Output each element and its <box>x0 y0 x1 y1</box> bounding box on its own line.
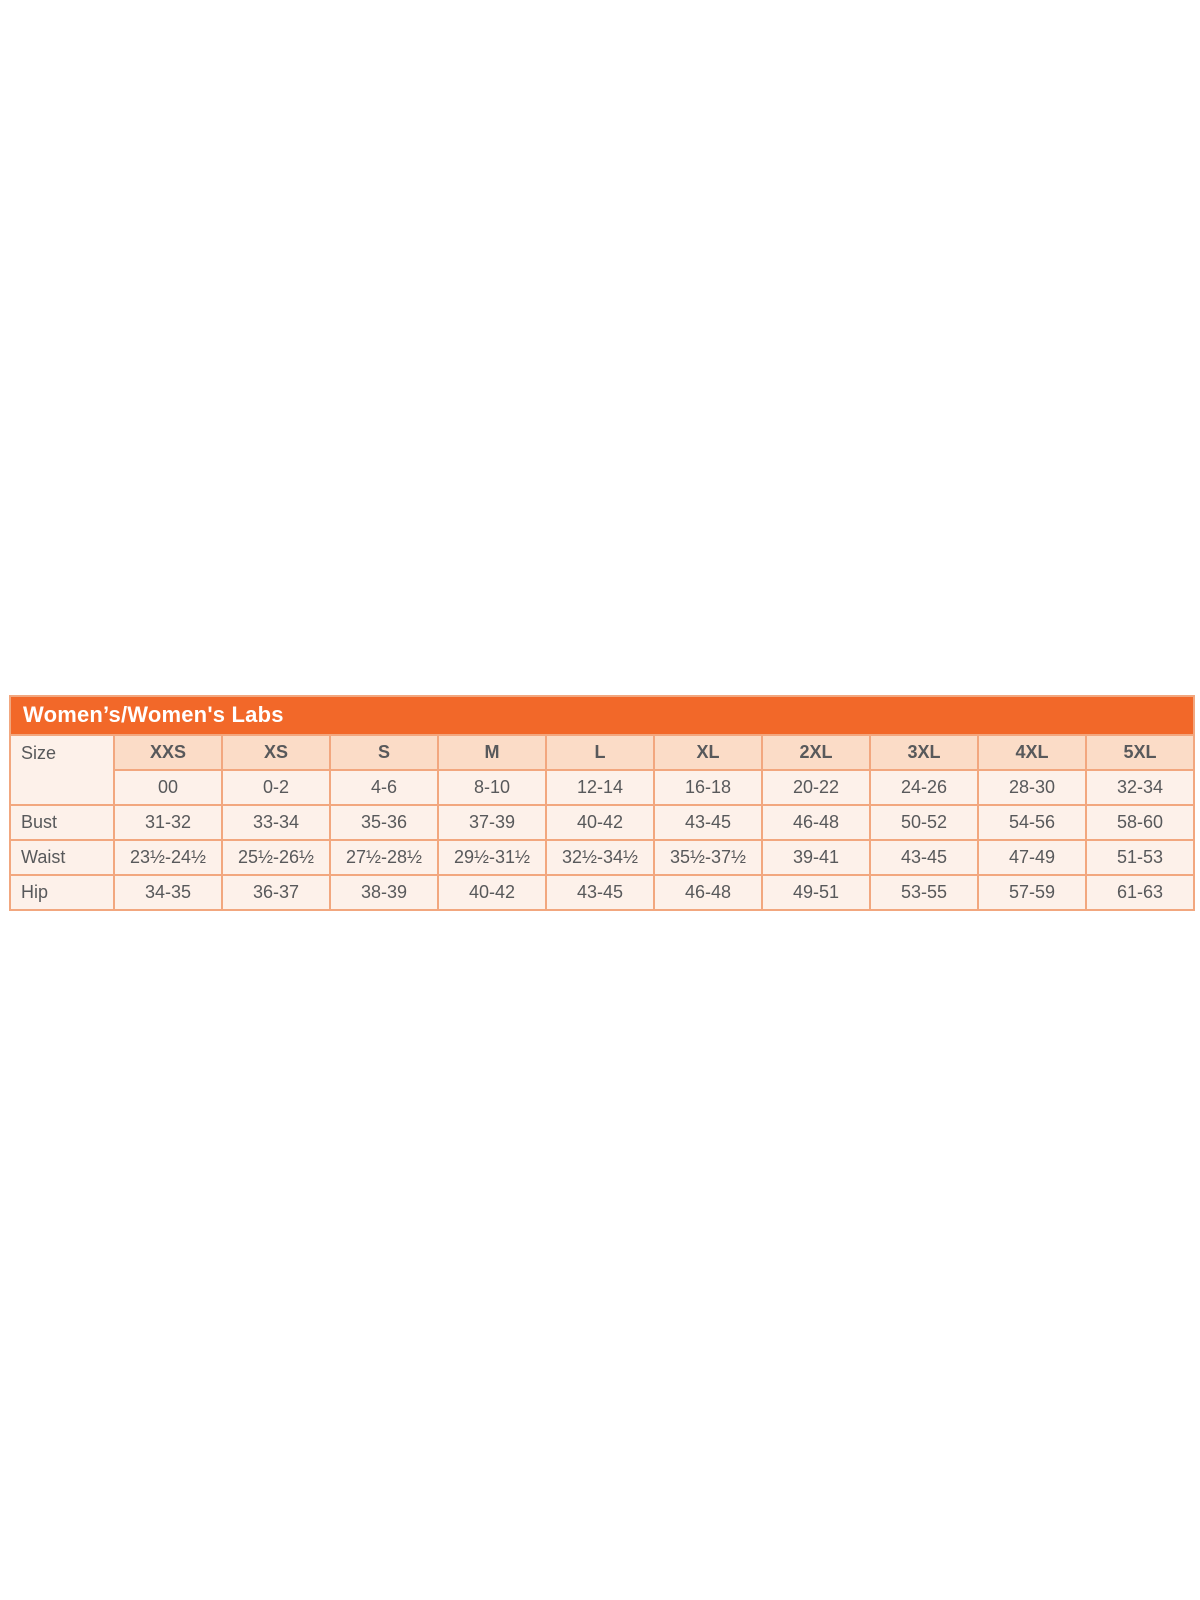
numeric-size-cell: 24-26 <box>870 770 978 805</box>
table-title: Women’s/Women's Labs <box>10 696 1194 735</box>
hip-cell: 36-37 <box>222 875 330 910</box>
waist-cell: 35½-37½ <box>654 840 762 875</box>
hip-cell: 53-55 <box>870 875 978 910</box>
numeric-size-cell: 28-30 <box>978 770 1086 805</box>
hip-cell: 34-35 <box>114 875 222 910</box>
row-label-bust: Bust <box>10 805 114 840</box>
row-label-waist: Waist <box>10 840 114 875</box>
size-header-cell: 3XL <box>870 735 978 770</box>
numeric-size-cell: 12-14 <box>546 770 654 805</box>
waist-cell: 47-49 <box>978 840 1086 875</box>
row-label-hip: Hip <box>10 875 114 910</box>
size-header-cell: 5XL <box>1086 735 1194 770</box>
numeric-size-cell: 00 <box>114 770 222 805</box>
size-header-cell: XS <box>222 735 330 770</box>
size-header-cell: XL <box>654 735 762 770</box>
hip-cell: 43-45 <box>546 875 654 910</box>
size-corner-label: Size <box>10 735 114 805</box>
bust-cell: 54-56 <box>978 805 1086 840</box>
hip-cell: 57-59 <box>978 875 1086 910</box>
numeric-size-cell: 4-6 <box>330 770 438 805</box>
waist-cell: 25½-26½ <box>222 840 330 875</box>
bust-cell: 35-36 <box>330 805 438 840</box>
hip-cell: 40-42 <box>438 875 546 910</box>
waist-row <box>10 840 1194 875</box>
waist-cell: 29½-31½ <box>438 840 546 875</box>
waist-cell: 32½-34½ <box>546 840 654 875</box>
size-header-cell: XXS <box>114 735 222 770</box>
bust-cell: 31-32 <box>114 805 222 840</box>
bust-cell: 43-45 <box>654 805 762 840</box>
title-row <box>10 696 1194 735</box>
size-header-row <box>10 735 1194 770</box>
bust-cell: 37-39 <box>438 805 546 840</box>
hip-cell: 38-39 <box>330 875 438 910</box>
waist-cell: 27½-28½ <box>330 840 438 875</box>
numeric-size-cell: 16-18 <box>654 770 762 805</box>
waist-cell: 23½-24½ <box>114 840 222 875</box>
hip-cell: 49-51 <box>762 875 870 910</box>
size-chart-section <box>9 695 1195 911</box>
bust-row <box>10 805 1194 840</box>
numeric-size-cell: 8-10 <box>438 770 546 805</box>
size-header-cell: 4XL <box>978 735 1086 770</box>
bust-cell: 33-34 <box>222 805 330 840</box>
hip-row <box>10 875 1194 910</box>
size-chart-table <box>9 695 1195 911</box>
size-header-cell: S <box>330 735 438 770</box>
numeric-size-cell: 20-22 <box>762 770 870 805</box>
waist-cell: 51-53 <box>1086 840 1194 875</box>
waist-cell: 43-45 <box>870 840 978 875</box>
bust-cell: 46-48 <box>762 805 870 840</box>
bust-cell: 50-52 <box>870 805 978 840</box>
size-header-cell: L <box>546 735 654 770</box>
size-header-cell: M <box>438 735 546 770</box>
bust-cell: 40-42 <box>546 805 654 840</box>
hip-cell: 61-63 <box>1086 875 1194 910</box>
size-header-cell: 2XL <box>762 735 870 770</box>
hip-cell: 46-48 <box>654 875 762 910</box>
numeric-size-cell: 0-2 <box>222 770 330 805</box>
numeric-size-row <box>10 770 1194 805</box>
numeric-size-cell: 32-34 <box>1086 770 1194 805</box>
waist-cell: 39-41 <box>762 840 870 875</box>
bust-cell: 58-60 <box>1086 805 1194 840</box>
